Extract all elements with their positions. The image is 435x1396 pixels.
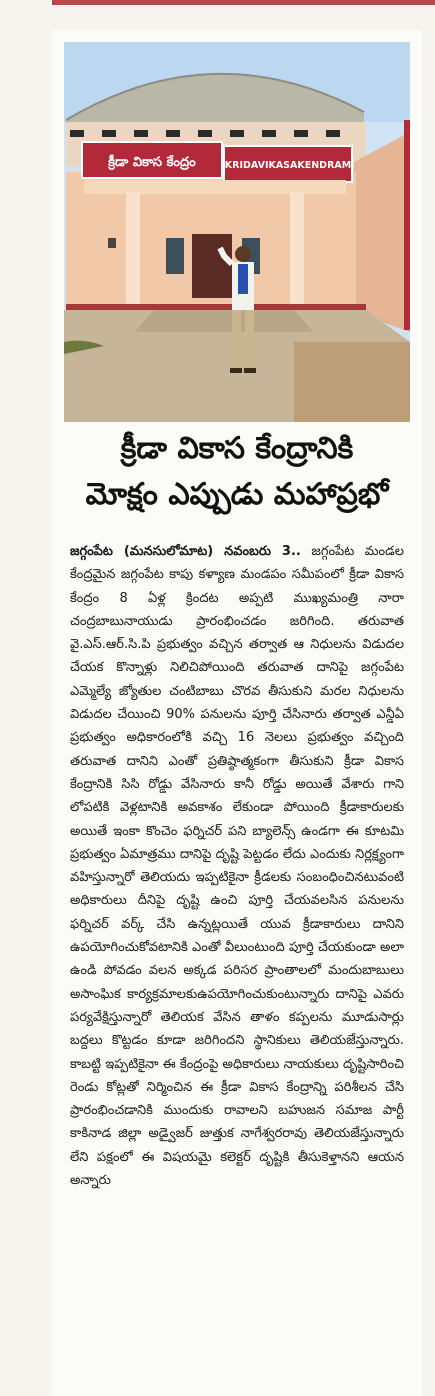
- article-body: [70, 540, 404, 1192]
- article-text: జగ్గంపేట మండల కేంద్రమైన జగ్గంపేట కాపు కళ్యాణ మండపం సమీపంలో క్రీడా వికాస కేంద్రం 8 ఏళ్ల క్రిందట అప్పటి ముఖ్యమంత్రి నారా చంద్రబాబునాయుడు ప్రారంభించడం జరిగింది. తరువాత వై.ఎస్.ఆర్.సి.పి ప్రభుత్వం వచ్చిన తర్వాత ఆ నిధులను విడుదల చేయక కొన్నాళ్లు నిలిచిపోయింది తరువాత దానిపై జగ్గంపేట ఎమ్మెల్యే జ్యోతుల చంటిబాబు చొరవ తీసుకుని మరల నిధులను విడుదల చేయించి 90% పనులను పూర్తి చేసినారు తర్వాత ఎన్డీఏ ప్రభుత్వం అధికారంలోకి వచ్చి 16 నెలలు ప్రభుత్వం వచ్చింది తరువాత దానిని ఎంతో ప్రతిష్ఠాత్మకంగా తీసుకుని క్రీడా వికాస కేంద్రానికి సిసి రోడ్డు వేసినారు కానీ రోడ్డు అయితే వేశారు గాని లోపటికి వెళ్లటానికి అవకాశం లేకుండా పోయింది క్రీడాకారులకు అయితే ఇంకా కొంచెం ఫర్నిచర్ పని బ్యాలెన్స్ ఉండగా ఈ కూటమి ప్రభుత్వం ఏమాత్రము దానిపై దృష్టి పెట్టడం లేదు ఎందుకు నిర్లక్ష్యంగా వహిస్తున్నారో తెలియదు ఇప్పటికైనా క్రీడలకు సంబంధించినటువంటి అధికారులు దీనిపై దృష్టి ఉంచి పూర్తి చేయవలసిన పనులను ఫర్నిచర్ వర్క్ చేసి ఉన్నట్లయితే యువ క్రీడాకారులు దానిని ఉపయోగించుకోవటానికి ఎంతో వీలుంటుంది పూర్తి చేయకుండా అలా ఉండి పోవడం వలన అక్కడ పరిసర ప్రాంతాలలో మందుబాబులు అసాంఘిక కార్యక్రమాలకుఉపయోగించుకుంటున్నారు దానిపై ఎవరు పర్యవేక్షిస్తున్నారో తెలియక వేసిన తాళం కప్పలను మూడుసార్లు బద్దలు కొట్టడం కూడా జరిగిందని స్థానికులు తెలియజేస్తున్నారు. కాబట్టి ఇప్పటికైనా ఈ కేంద్రంపై అధికారులు నాయకులు దృష్టిసారించి రెండు కోట్లతో నిర్మించిన ఈ క్రీడా వికాస కేంద్రాన్ని పరిశీలన చేసి ప్రారంభించడానికి ముందుకు రావాలని బహుజన సమాజ పార్టీ కాకినాడ జిల్లా అడ్వైజర్ జుత్తుక నాగేశ్వరరావు తెలియజేస్తున్నారు లేని పక్షంలో ఈ విషయమై కలెక్టర్ దృష్టికి తీసుకెళ్తానని ఆయన అన్నారు: [70, 544, 404, 1189]
- top-rule: [52, 0, 435, 5]
- news-clipping: [52, 30, 422, 1396]
- sign-telugu: క్రీడా వికాస కేంద్రం: [108, 155, 196, 170]
- sign-english: KRIDAVIKASAKENDRAM: [224, 160, 352, 171]
- article-photo: [64, 42, 410, 422]
- headline-line-2: మోక్షం ఎప్పుడు మహాప్రభో: [85, 477, 389, 512]
- article-dateline: జగ్గంపేట (మనసులోమాట) నవంబరు 3..: [70, 544, 301, 559]
- headline-line-1: క్రీడా వికాస కేంద్రానికి: [120, 431, 354, 466]
- headline: [58, 426, 416, 518]
- building-photo-illustration: [64, 42, 410, 422]
